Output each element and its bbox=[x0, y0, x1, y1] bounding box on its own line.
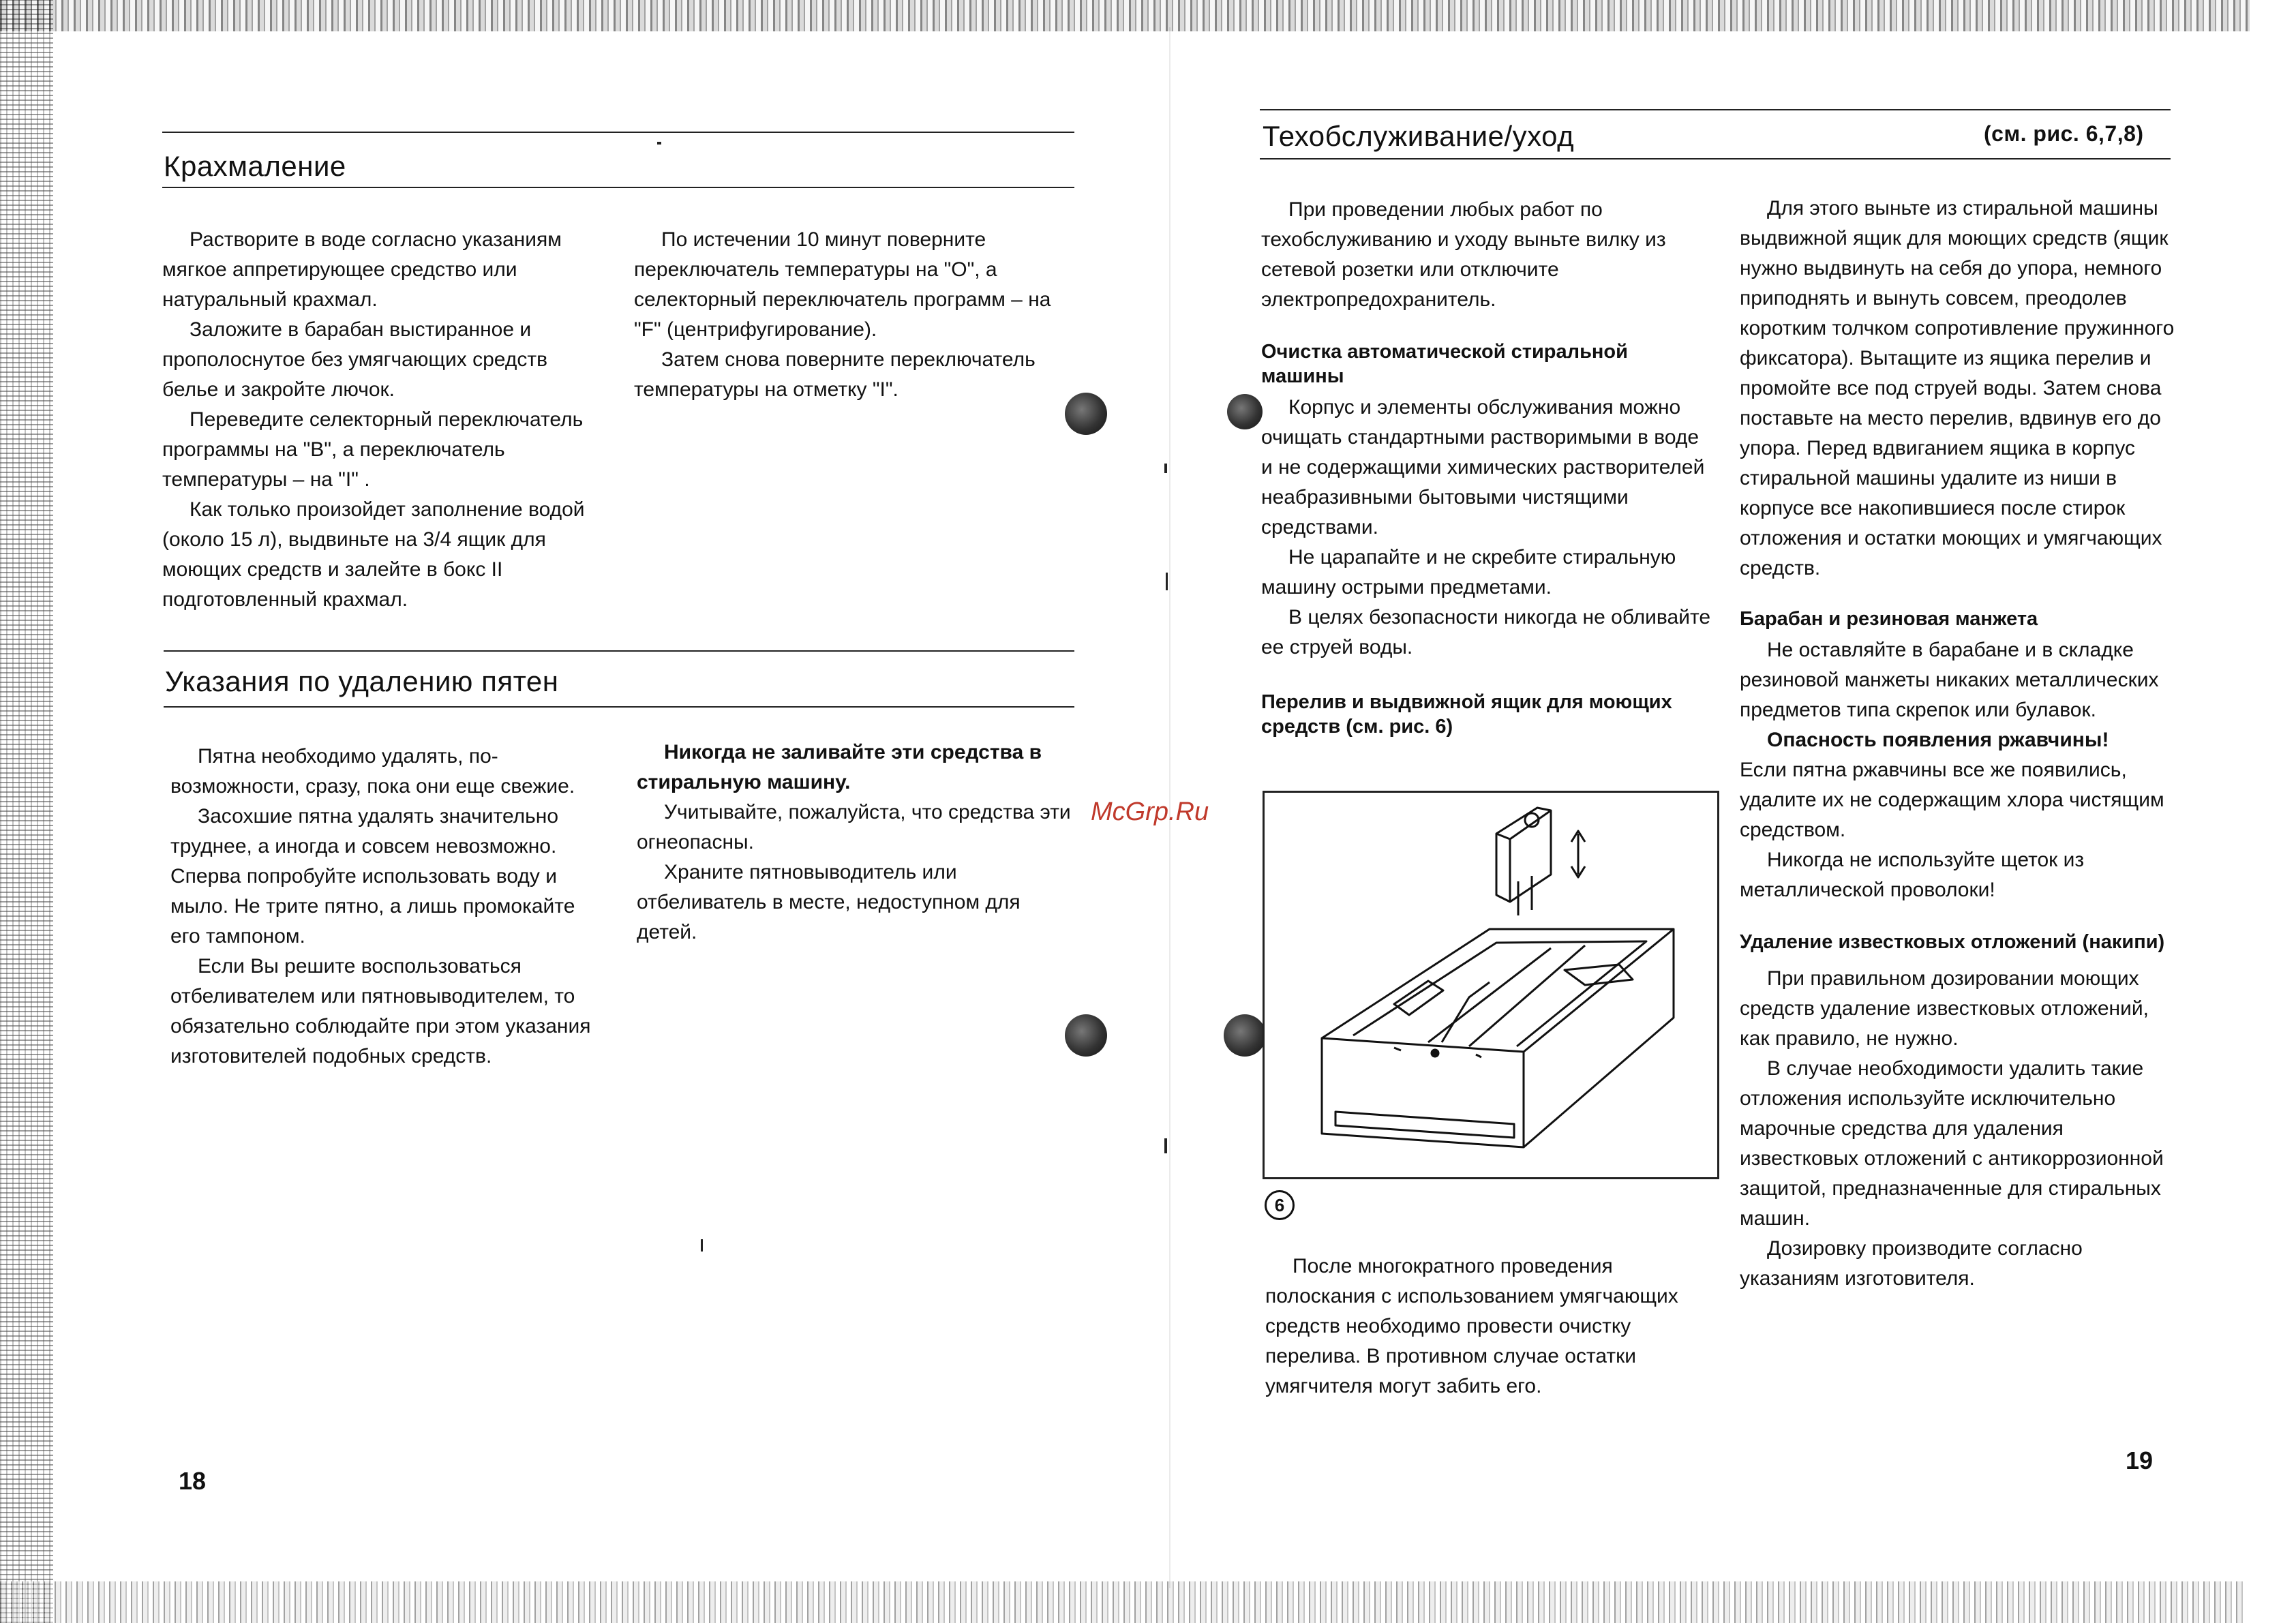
rule-under-maintenance bbox=[1260, 158, 2171, 160]
scan-speck bbox=[1164, 464, 1167, 473]
scan-speck bbox=[701, 1239, 703, 1252]
paragraph: Если Вы решите воспользоваться отбеливателем или пятновыводителем, то обязательно соблюдайте при этом указания изготовителей подобных средств. bbox=[170, 955, 591, 1067]
stains-column-2 bbox=[637, 738, 1073, 947]
rule-top-stains bbox=[164, 650, 1074, 652]
binding-hole bbox=[1227, 394, 1263, 429]
paragraph: Не оставляйте в барабане и в складке резиновой манжеты никаких металлических предметов типа скрепок или булавок. bbox=[1740, 639, 2159, 721]
binding-hole bbox=[1224, 1014, 1266, 1057]
paragraph: Если пятна ржавчины все же появились, удалите их не содержащим хлора чистящим средством. bbox=[1740, 759, 2164, 841]
drawer-illustration bbox=[1265, 793, 1717, 1177]
section-title-maintenance: Техобслуживание/уход bbox=[1263, 120, 1575, 152]
paragraph: Затем снова поверните переключатель температуры на отметку "I". bbox=[634, 348, 1036, 401]
paragraph: После многократного проведения полоскания с использованием умягчающих средств необходимо провести очистку перелива. В противном случае остатки умягчителя могут забить его. bbox=[1265, 1255, 1678, 1397]
paragraph: Учитывайте, пожалуйста, что средства эти огнеопасны. bbox=[637, 801, 1071, 853]
paragraph: Для этого выньте из стиральной машины выдвижной ящик для моющих средств (ящик нужно выдвинуть на себя до упора, немного приподнять и вынуть совсем, преодолев коротким толчком сопротивление пружинного фиксатора). Вытащите из ящика перелив и промойте все под струей воды. Затем снова поставьте на место перелив, вдвинув его до упора. Перед вдвиганием ящика в корпус стиральной машины удалите из ниши в корпусе все накопившиеся после стирок отложения и остатки моющих и умягчающих средств. bbox=[1740, 197, 2175, 579]
scan-edge-left bbox=[0, 0, 53, 1623]
paragraph: Храните пятновыводитель или отбеливатель в месте, недоступном для детей. bbox=[637, 861, 1021, 943]
paragraph: В целях безопасности никогда не обливайте ее струей воды. bbox=[1261, 606, 1711, 658]
paragraph: Корпус и элементы обслуживания можно очищать стандартными растворимыми в воде и не содержащими химических растворителей неабразивными бытовыми чистящими средствами. bbox=[1261, 396, 1705, 539]
paragraph: Пятна необходимо удалять, по-возможности, сразу, пока они еще свежие. bbox=[170, 745, 575, 798]
section-title-stains: Указания по удалению пятен bbox=[165, 665, 559, 697]
stains-column-1 bbox=[170, 742, 607, 1072]
rule-top bbox=[162, 132, 1074, 133]
page-number-right: 19 bbox=[2126, 1446, 2154, 1474]
paragraph: Никогда не используйте щеток из металлической проволоки! bbox=[1740, 849, 2085, 901]
subheading-dispenser: Перелив и выдвижной ящик для моющих средств (см. рис. 6) bbox=[1261, 691, 1672, 738]
warning-text: Никогда не заливайте эти средства в стиральную машину. bbox=[637, 741, 1042, 793]
paragraph: Растворите в воде согласно указаниям мягкое аппретирующее средство или натуральный крахмал. bbox=[162, 228, 562, 311]
rule-under-stains bbox=[164, 706, 1074, 708]
paragraph: Дозировку производите согласно указаниям изготовителя. bbox=[1740, 1237, 2083, 1290]
paragraph: Переведите селекторный переключатель программы на "B", а переключатель температуры – на "I" . bbox=[162, 408, 584, 491]
subheading-descaling: Удаление известковых отложений (накипи) bbox=[1740, 931, 2165, 953]
starch-column-2 bbox=[634, 225, 1063, 405]
rust-warning: Опасность появления ржавчины! bbox=[1767, 729, 2109, 751]
subheading-drum: Барабан и резиновая манжета bbox=[1740, 608, 2038, 630]
paragraph: Как только произойдет заполнение водой (около 15 л), выдвиньте на 3/4 ящик для моющих средств и залейте в бокс II подготовленный крахмал. bbox=[162, 498, 585, 611]
paragraph: Заложите в барабан выстиранное и прополоснутое без умягчающих средств белье и закройте лючок. bbox=[162, 318, 548, 401]
figure-reference: (см. рис. 6,7,8) bbox=[1984, 121, 2144, 146]
binding-hole bbox=[1065, 393, 1107, 435]
scan-edge-bottom bbox=[0, 1581, 2250, 1623]
maintenance-column-1 bbox=[1261, 195, 1711, 739]
binding-hole bbox=[1065, 1014, 1107, 1057]
scan-speck bbox=[1164, 1138, 1167, 1153]
maintenance-column-1-after-figure bbox=[1265, 1252, 1715, 1401]
paragraph: Засохшие пятна удалять значительно труднее, а иногда и совсем невозможно. Сперва попробуйте использовать воду и мыло. Не трите пятно, а лишь промокайте его тампоном. bbox=[170, 805, 575, 947]
scan-edge-top bbox=[0, 0, 2250, 31]
scan-speck bbox=[657, 142, 661, 145]
subheading-machine-cleaning: Очистка автоматической стиральной машины bbox=[1261, 341, 1628, 387]
scan-corner bbox=[2243, 1568, 2296, 1623]
rule-top-right bbox=[1260, 109, 2171, 110]
starch-column-1 bbox=[162, 225, 599, 615]
maintenance-column-2 bbox=[1740, 194, 2176, 1294]
figure-number-badge: 6 bbox=[1265, 1190, 1295, 1220]
paragraph: Не царапайте и не скребите стиральную машину острыми предметами. bbox=[1261, 546, 1676, 598]
section-title-starch: Крахмаление bbox=[164, 150, 346, 182]
paragraph: При проведении любых работ по техобслуживанию и уходу выньте вилку из сетевой розетки или отключите электропредохранитель. bbox=[1261, 198, 1666, 311]
figure-detergent-drawer bbox=[1263, 791, 1719, 1179]
watermark: McGrp.Ru bbox=[1091, 798, 1209, 826]
paragraph: В случае необходимости удалить такие отложения используйте исключительно марочные средства для удаления известковых отложений с антикоррозионной защитой, предназначенные для стиральных машин. bbox=[1740, 1057, 2164, 1230]
scan-speck bbox=[1166, 573, 1168, 590]
rule-under-title bbox=[162, 187, 1074, 188]
page-number-left: 18 bbox=[179, 1467, 207, 1495]
paragraph: При правильном дозировании моющих средств удаление известковых отложений, как правило, не нужно. bbox=[1740, 967, 2149, 1050]
paragraph: По истечении 10 минут поверните переключатель температуры на "O", а селекторный переключатель программ – на "F" (центрифугирование). bbox=[634, 228, 1051, 341]
